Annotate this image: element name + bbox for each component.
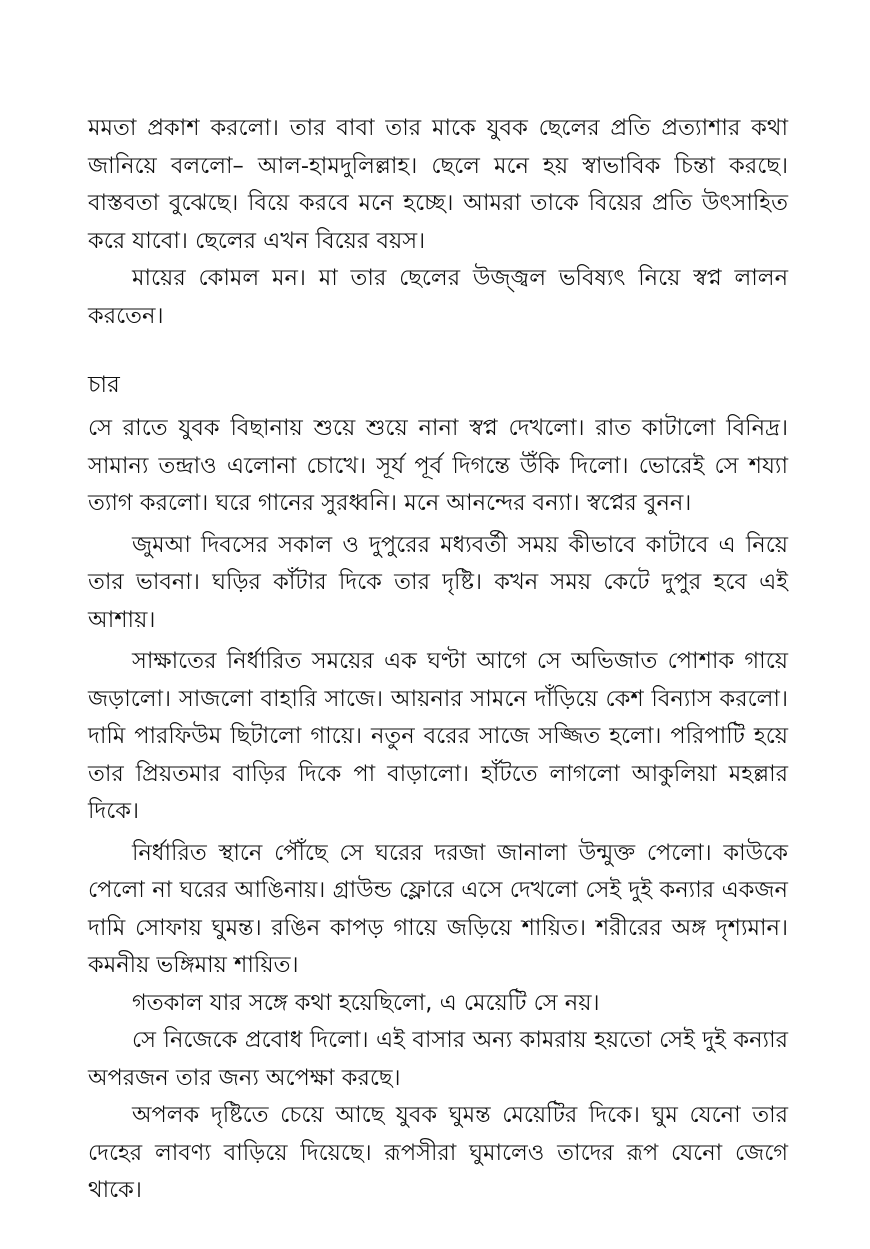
paragraph-2: মায়ের কোমল মন। মা তার ছেলের উজ্জ্বল ভবিষ্যৎ নিয়ে স্বপ্ন লালন করতেন। xyxy=(88,265,788,329)
paragraph-1: মমতা প্রকাশ করলো। তার বাবা তার মাকে যুবক ছেলের প্রতি প্রত্যাশার কথা জানিয়ে বললো– আল-হামদুলিল্লাহ। ছেলে মনে হয় স্বাভাবিক চিন্তা করছে। বাস্তবতা বুঝেছে। বিয়ে করবে মনে হচ্ছে। আমরা তাকে বিয়ের প্রতি উৎসাহিত করে যাবো। ছেলের এখন বিয়ের বয়স। xyxy=(88,115,788,254)
book-page xyxy=(88,110,788,1210)
paragraph-8: সে নিজেকে প্রবোধ দিলো। এই বাসার অন্য কামরায় হয়তো সেই দুই কন্যার অপরজন তার জন্য অপেক্ষা করছে। xyxy=(88,1027,788,1091)
paragraph-5: সাক্ষাতের নির্ধারিত সময়ের এক ঘণ্টা আগে সে অভিজাত পোশাক গায়ে জড়ালো। সাজলো বাহারি সাজে। আয়নার সামনে দাঁড়িয়ে কেশ বিন্যাস করলো। দামি পারফিউম ছিটালো গায়ে। নতুন বরের সাজে সজ্জিত হলো। পরিপাটি হয়ে তার প্রিয়তমার বাড়ির দিকে পা বাড়ালো। হাঁটতে লাগলো আকুলিয়া মহল্লার দিকে। xyxy=(88,648,788,824)
paragraph-3: সে রাতে যুবক বিছানায় শুয়ে শুয়ে নানা স্বপ্ন দেখলো। রাত কাটালো বিনিদ্র। সামান্য তন্দ্রাও এলোনা চোখে। সূর্য পূর্ব দিগন্তে উঁকি দিলো। ভোরেই সে শয্যা ত্যাগ করলো। ঘরে গানের সুরধ্বনি। মনে আনন্দের বন্যা। স্বপ্নের বুনন। xyxy=(88,415,788,516)
paragraph-6: নির্ধারিত স্থানে পৌঁছে সে ঘরের দরজা জানালা উন্মুক্ত পেলো। কাউকে পেলো না ঘরের আঙিনায়। গ্রাউন্ড ফ্লোরে এসে দেখলো সেই দুই কন্যার একজন দামি সোফায় ঘুমন্ত। রঙিন কাপড় গায়ে জড়িয়ে শায়িত। শরীরের অঙ্গ দৃশ্যমান। কমনীয় ভঙ্গিমায় শায়িত। xyxy=(88,839,788,978)
paragraph-7: গতকাল যার সঙ্গে কথা হয়েছিলো, এ মেয়েটি সে নয়। xyxy=(132,989,600,1016)
chapter-title: চার xyxy=(88,372,120,398)
paragraph-4: জুমআ দিবসের সকাল ও দুপুরের মধ্যবর্তী সময় কীভাবে কাটাবে এ নিয়ে তার ভাবনা। ঘড়ির কাঁটার দিকে তার দৃষ্টি। কখন সময় কেটে দুপুর হবে এই আশায়। xyxy=(88,531,788,633)
paragraph-9: অপলক দৃষ্টিতে চেয়ে আছে যুবক ঘুমন্ত মেয়েটির দিকে। ঘুম যেনো তার দেহের লাবণ্য বাড়িয়ে দিয়েছে। রূপসীরা ঘুমালেও তাদের রূপ যেনো জেগে থাকে। xyxy=(88,1102,788,1203)
